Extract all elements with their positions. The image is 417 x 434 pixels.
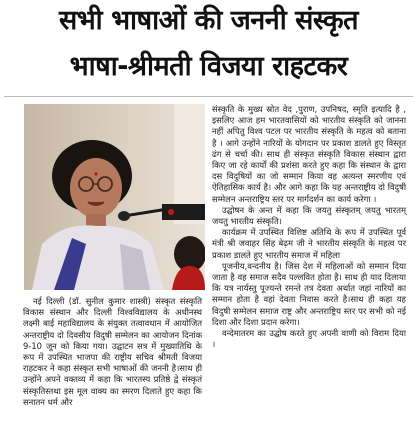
article-left-column — [23, 296, 202, 408]
article-paragraph-guest: कार्यक्रम में उपस्थित विशिष्ट अतिथि के रूप में उपस्थित पूर्व मंत्री श्री जवाहर सिंह बेढ़म जी ने भारतीय संस्कृति के महत्व पर प्रकाश डालते हुए भारतीय समाज में महिला — [212, 227, 406, 260]
article-right-column — [212, 104, 406, 350]
article-paragraph-closing-slogan: उद्घोषन के अन्त में कहा कि जयतु संस्कृतम् जयतु भारतम् जयतु भारतीय संस्कृति। — [212, 204, 406, 227]
article-paragraph-culture: संस्कृति के मुख्य स्रोत वेद ,पुराण, उपनिषद, स्मृति इत्यादि है , इसलिए आज हम भारतवासियों को भारतीय संस्कृति को जानना नहीं अपितु विश्व पटल पर भारतीय संस्कृति के महत्व को बताना है । आगे उन्होंने नारियों के योगदान पर प्रकाश डालते हुए विस्तृत ढंग से चर्चा की। साथ ही संस्कृत संस्कृति विकास संस्थान द्वारा किए जा रहे कार्यों की प्रशंसा करते हुए कहा कि संस्थान के द्वारा दस विदुषियों का जो सम्मान किया वह अत्यन्त स्मरणीय एवं ऐतिहासिक कार्य है। और आगे कहा कि यह अन्तराष्ट्रीय दो विदुषी सम्मेलन अन्तराष्ट्रिय स्तर पर मार्गदर्शन का कार्य करेगा । — [212, 104, 406, 204]
woman-speaking-at-microphone-photo — [24, 104, 205, 290]
article-intro-paragraph: नई दिल्ली (डॉ. सुनील कुमार शास्त्री) संस्कृत संस्कृति विकास संस्थान और दिल्ली विश्वविद्यालय के अधीनस्थ लक्ष्मी बाई महाविद्यालय के संयुक्त तत्वावधान में आयोजित अन्तराष्ट्रीय दो दिवसीय विदुषी सम्मेलन का आयोजन दिनांक 9-10 जून को किया गया। उद्घाटन सत्र में मुख्यातिथि के रूप में उपस्थित भाजपा की राष्ट्रीय सचिव श्रीमती विजया राहटकर ने कहा संस्कृत सभी भाषाओं की जननी है।साथ ही उन्होंने अपने वक्तव्य में कहा कि भारतस्य प्रतिष्ठे द्वे संस्कृतं संस्कृतिस्तथा इस मूल वाक्य का स्मरण दिलाते हुए कहा कि सनातन धर्म और — [23, 296, 202, 407]
headline-divider — [4, 96, 413, 97]
headline-line-1: सभी भाषाओं की जननी संस्कृत — [58, 5, 359, 36]
headline-line-2: भाषा-श्रीमती विजया राहटकर — [69, 51, 348, 82]
article-paragraph-women: पूजनीय,वन्दनीय है। जिस देश में महिलाओं को सम्मान दिया जाता है वह समाज सदैव पल्लवित होता है। साथ ही याद दिलाया कि यत्र नार्यस्तु पूज्यन्ते रमन्ते तत्र देवता अर्थात जहां नारियों का सम्मान होता है वहां देवता निवास करते है।साथ ही कहा यह विदुषी सम्मेलन समाज राष्ट्र और अन्तराष्ट्रिय स्तर पर सभी को नई दिशा और दिशा प्रदान करेगा। — [212, 260, 406, 327]
speaker-photo — [24, 104, 205, 290]
article-paragraph-conclusion: वन्देमातरम का उद्घोष करते हुए अपनी वाणी को विराम दिया । — [212, 328, 406, 350]
